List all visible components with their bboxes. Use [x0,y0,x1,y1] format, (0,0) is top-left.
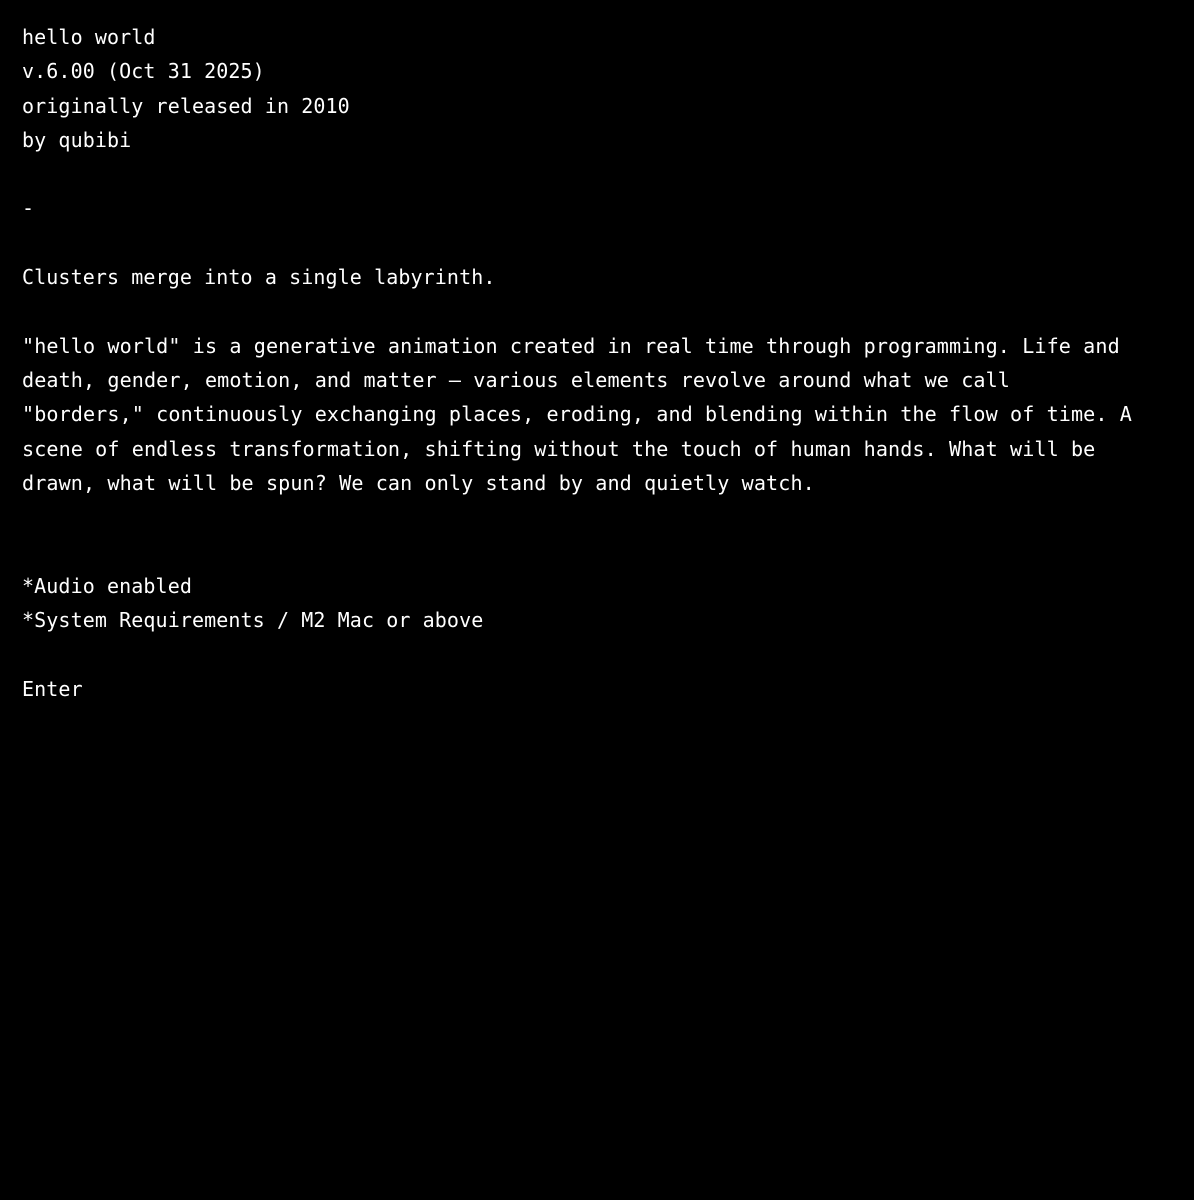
version-text: v.6.00 (Oct 31 2025) [22,59,265,84]
blank-line [22,157,1172,191]
separator-dash: - [22,196,35,221]
blank-line [22,637,1172,671]
enter-link[interactable]: Enter [22,676,83,701]
blank-line [22,294,1172,328]
work-title: hello world [22,25,156,49]
tagline-text: Clusters merge into a single labyrinth. [22,265,496,290]
audio-note: *Audio enabled [22,573,192,598]
blank-line [22,534,1172,568]
author-text: by qubibi [22,127,132,152]
release-text: originally released in 2010 [22,93,350,118]
info-screen [22,20,1172,706]
description-paragraph: "hello world" is a generative animation created in real time through programming. Life and death, gender, emotion, and matter — various elements revolve around what we call "borders," continuously exchanging places, eroding, and blending within the flow of time. A scene of endless transformation, shifting without the touch of human hands. What will be drawn, what will be spun? We can only stand by and quietly watch. [22,333,1132,495]
blank-line [22,500,1172,534]
blank-line [22,226,1172,260]
requirements-note: *System Requirements / M2 Mac or above [22,608,484,633]
